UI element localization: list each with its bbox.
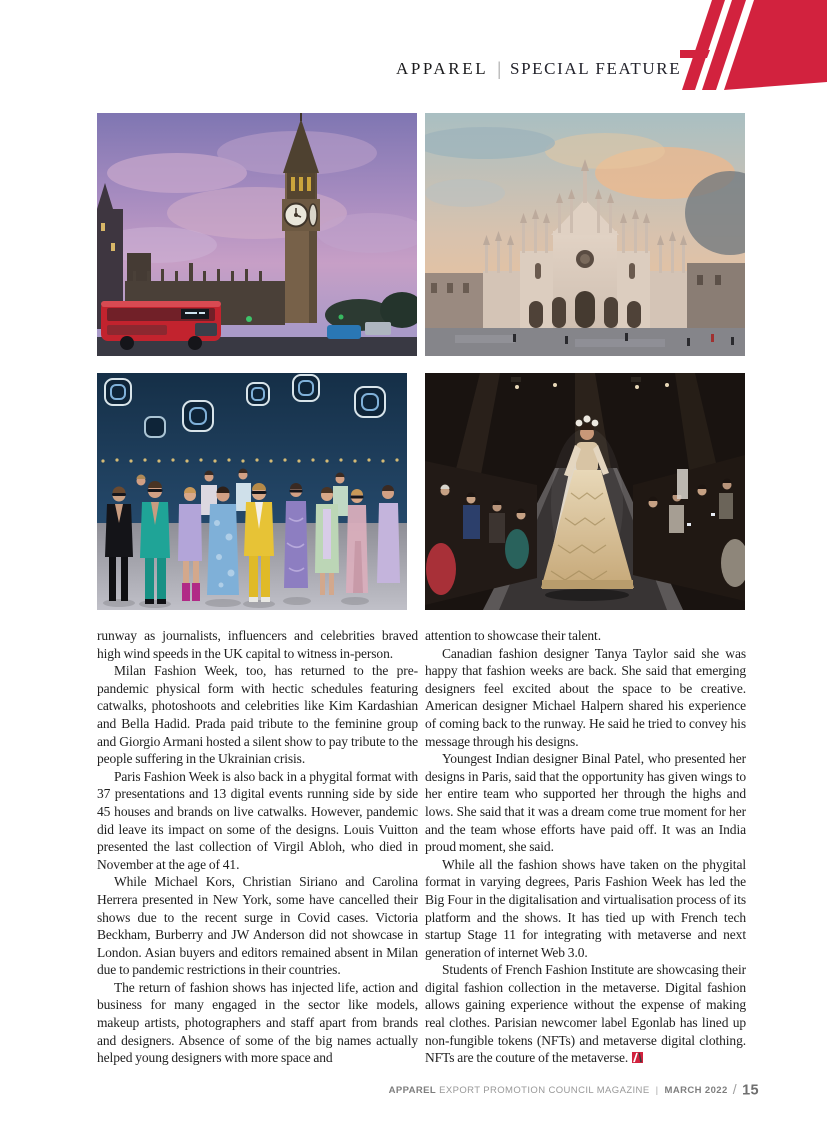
paragraph — [425, 961, 746, 1067]
article-right-column — [425, 627, 746, 1067]
indian-runway-illustration — [425, 373, 745, 610]
footer-issue-date: MARCH 2022 — [664, 1085, 728, 1096]
paragraph: runway as journalists, influencers and celebrities braved high wind speeds in the UK capital to witness in-person. — [97, 628, 418, 661]
masthead — [396, 58, 681, 80]
paragraph-text: Students of French Fashion Institute are showcasing their digital fashion collection in the metaverse. Digital fashion allows gaining experience without the expense of making real clothes. Parisian newcomer label Egonlab has lined up non-fungible tokens (NFTs) and metaverse digital clothing. NFTs are the couture of the metaverse. — [425, 962, 746, 1066]
masthead-divider: | — [497, 59, 502, 80]
paragraph: The return of fashion shows has injected life, action and business for many engaged in the sector like models, makeup artists, photographers and staff apart from brands and designers. Absence of some of the big names actually helped young designers with more space and — [97, 979, 418, 1066]
photo-milan-duomo — [425, 113, 745, 356]
paragraph: While Michael Kors, Christian Siriano and Carolina Herrera presented in New York, some have cancelled their shows due to the recent surge in Covid cases. Victoria Beckham, Burberry and JW Anderson did not showcase in London. Asian buyers and editors remained absent in Milan due to pandemic restrictions in their countries. — [97, 874, 418, 978]
photo-london-big-ben — [97, 113, 417, 356]
paragraph: Paris Fashion Week is also back in a phygital format with 37 presentations and 13 digital events running side by side 45 houses and brands on live catwalks. However, pandemic did leave its impact on some of the designs. Louis Vuitton presented the last collection of Virgil Abloh, who died in November at the age of 41. — [97, 768, 418, 872]
footer-separator: | — [655, 1085, 659, 1096]
footer-magazine-name: APPAREL — [388, 1085, 437, 1096]
paragraph: attention to showcase their talent. — [425, 628, 601, 643]
london-illustration — [97, 113, 417, 356]
article-end-mark-icon — [632, 1052, 643, 1063]
photo-runway-group — [97, 373, 407, 610]
paragraph: Youngest Indian designer Binal Patel, who presented her designs in Paris, said that the opportunity has given wings to her entire team who supported her through the highs and lows. She said that it was a dream come true moment for her and the team whose efforts have paid off. It was an India proud moment, she said. — [425, 751, 746, 855]
page-number: 15 — [742, 1082, 759, 1099]
section-title: SPECIAL FEATURE — [510, 59, 682, 78]
photo-indian-runway — [425, 373, 745, 610]
milan-illustration — [425, 113, 745, 356]
paragraph: Canadian fashion designer Tanya Taylor said she was happy that fashion weeks are back. She said that emerging designers feel excited about the space to be creative. American designer Michael Halpern shared his experience of coming back to the runway. He said he tried to convey his message through his designs. — [425, 645, 746, 749]
runway-group-illustration — [97, 373, 407, 610]
apparel-a-logo-icon — [680, 0, 827, 90]
footer-magazine-subtitle: EXPORT PROMOTION COUNCIL MAGAZINE — [436, 1085, 650, 1096]
paragraph: Milan Fashion Week, too, has returned to the pre-pandemic physical form with hectic schedules featuring catwalks, photoshoots and celebrities like Kim Kardashian and Bella Hadid. Prada paid tribute to the feminine group and Giorgio Armani hosted a silent show to pay tribute to the people suffering in the Ukrainian crisis. — [97, 663, 418, 767]
footer-slash: / — [732, 1081, 738, 1097]
page-footer — [389, 1081, 759, 1099]
article-left-column — [97, 627, 418, 1067]
magazine-title: APPAREL — [396, 59, 489, 78]
paragraph: While all the fashion shows have taken on the phygital format in varying degrees, Paris Fashion Week has led the Big Four in the digitalisation and virtualisation process of its platform and the shows. It has tied up with French tech startup Stage 11 for integrating with metaverse and next generation of internet Web 3.0. — [425, 856, 746, 960]
